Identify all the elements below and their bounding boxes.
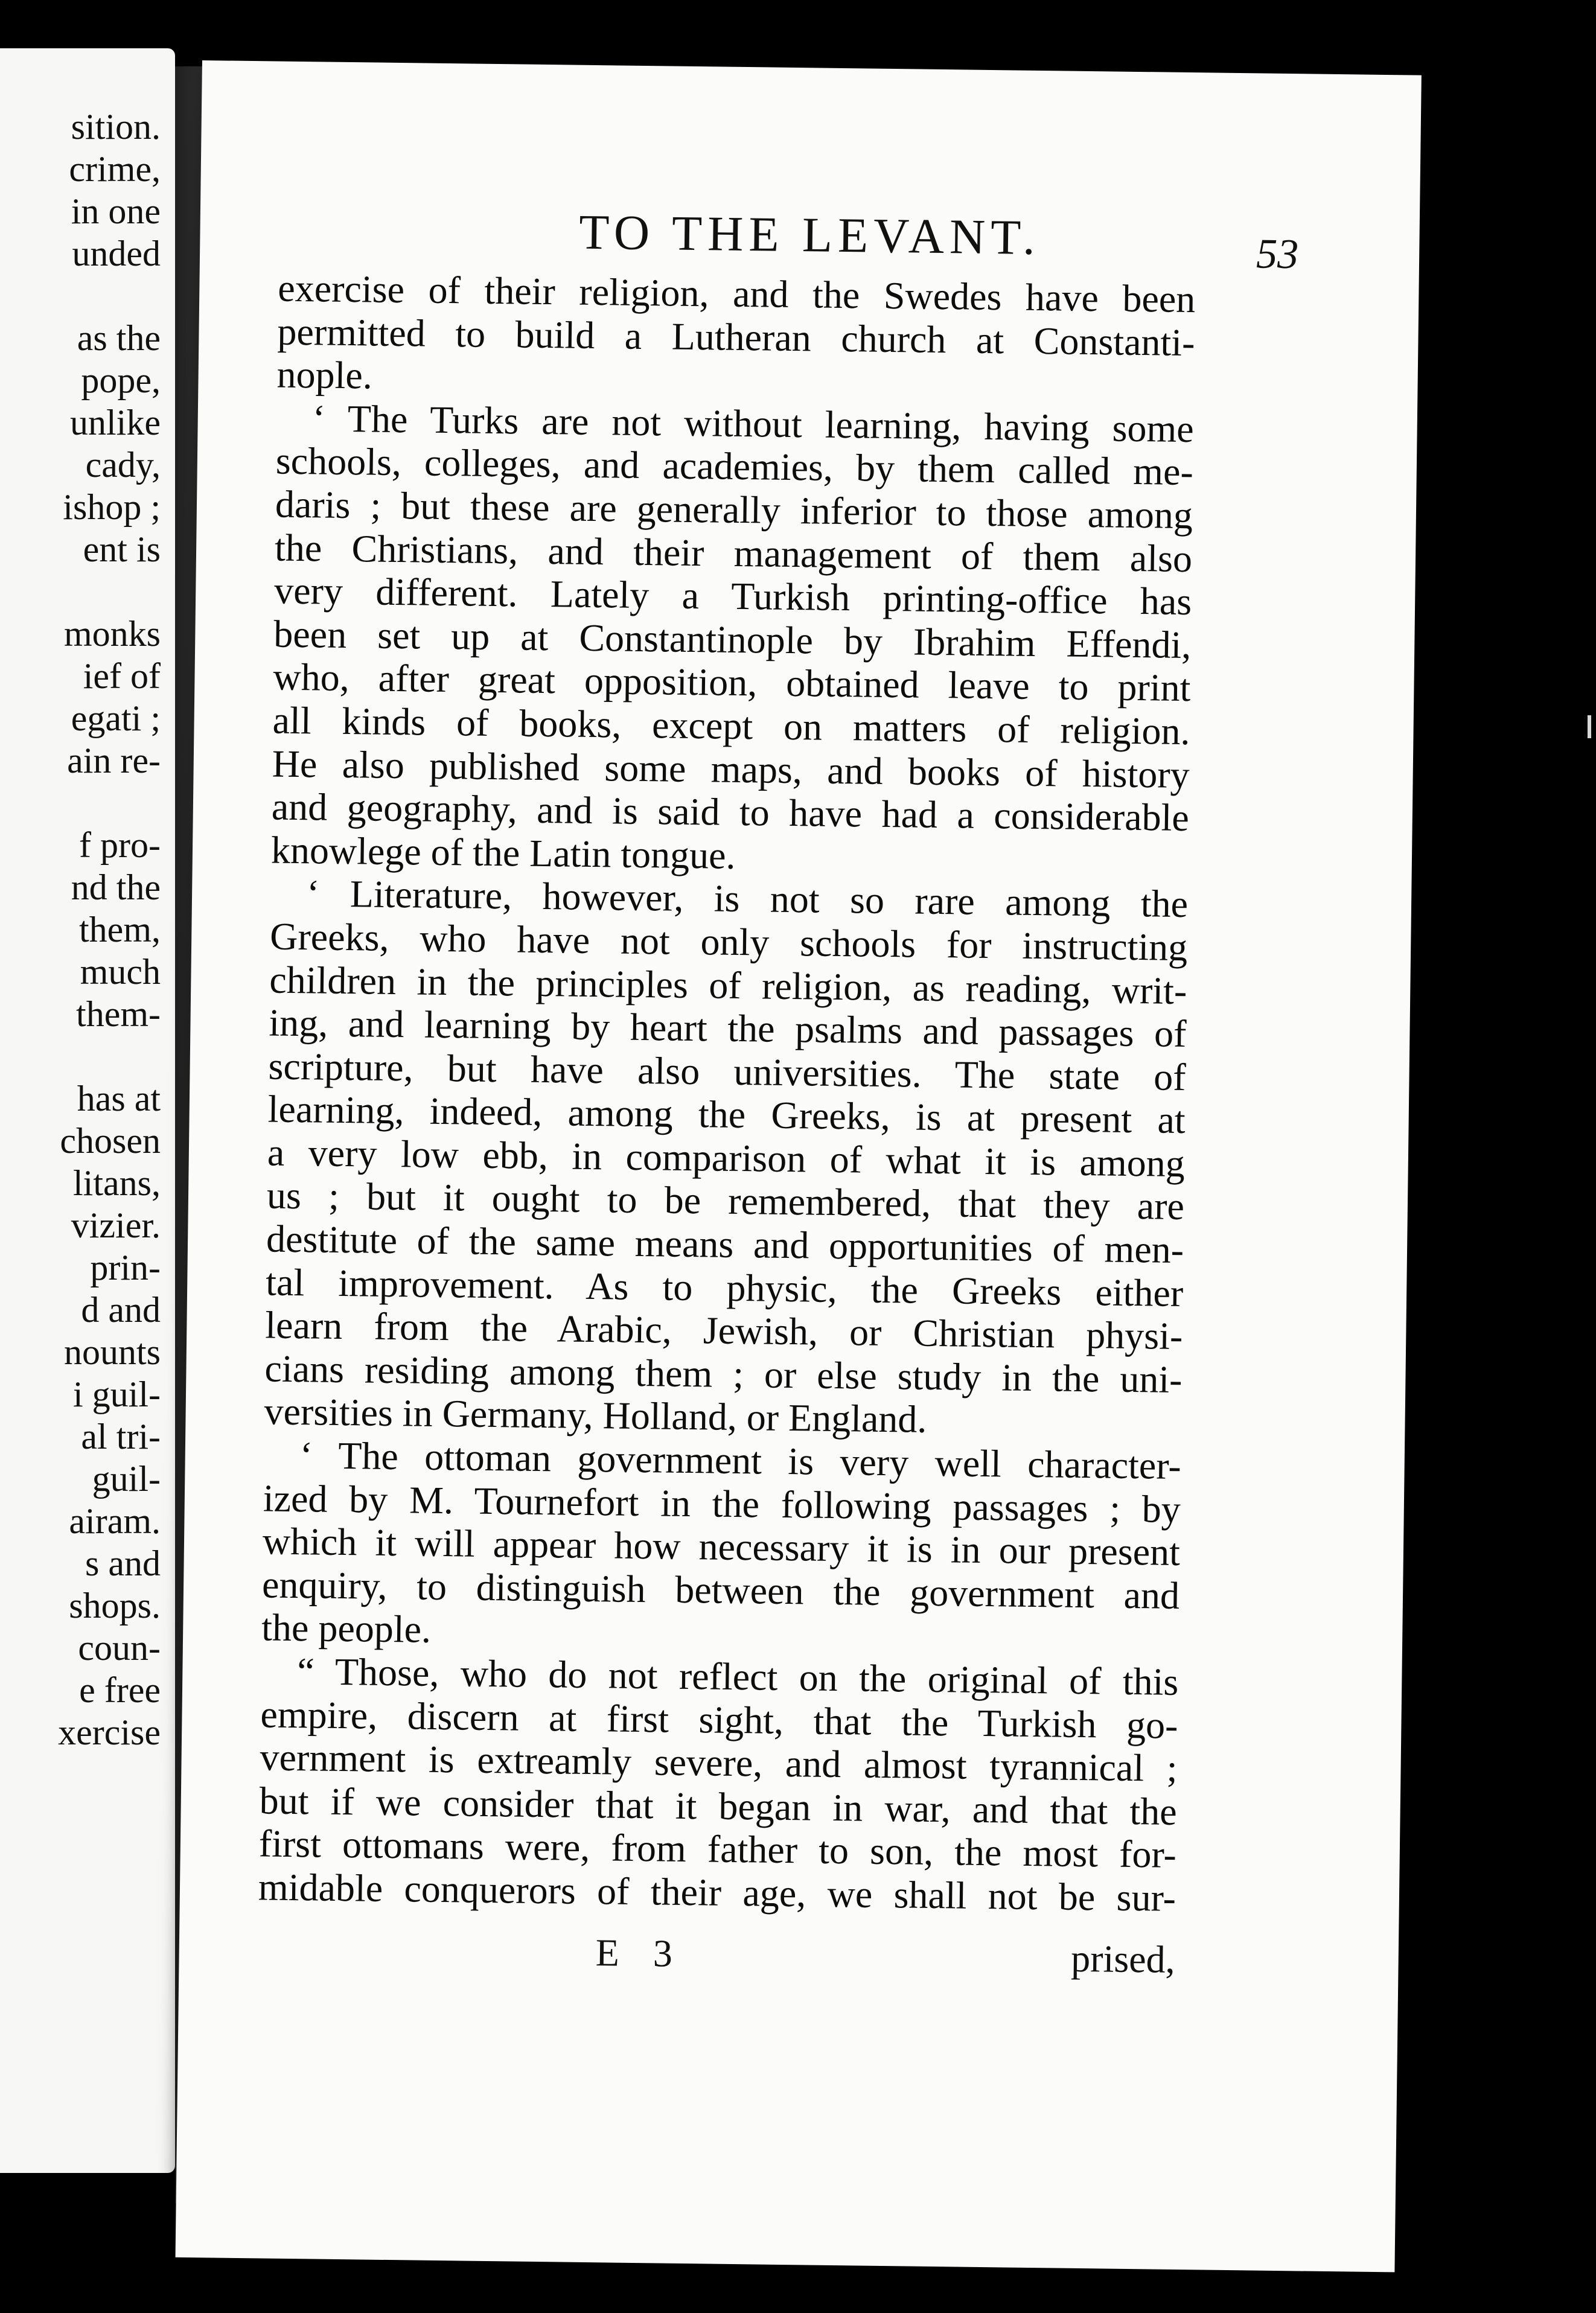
left-page-fragment: i guil- [73,1374,161,1414]
text-line: versities in Germany, Holland, or England. [264,1389,927,1441]
page-edge-mark [1588,715,1591,738]
left-page-fragment: coun- [78,1628,161,1668]
book-page [176,60,1422,2272]
text-line: He also published some maps, and books of history [272,742,1190,796]
text-line: destitute of the same means and opportunities of men- [266,1217,1184,1272]
left-page-fragment: unded [72,234,161,273]
left-page-fragment: much [80,952,161,992]
left-page-fragment: s and [85,1543,161,1583]
page-footer [257,1926,1175,1986]
left-page-fragment: al tri- [81,1417,161,1456]
left-page-fragment: cady, [85,445,161,485]
text-line: tal improvement. As to physic, the Greeks either [265,1260,1184,1315]
text-line: very different. Lately a Turkish printing-office has [273,569,1192,624]
text-line: who, after great opposition, obtained leave to print [273,655,1191,710]
left-page-fragment: vizier. [71,1205,161,1245]
text-line: “ Those, who do not reflect on the original of this [296,1650,1179,1703]
left-page-fragment: f pro- [79,825,161,865]
left-page-fragment: monks [63,614,161,654]
running-head: TO THE LEVANT. [578,204,1041,265]
text-line: ‘ The ottoman government is very well character- [299,1434,1182,1488]
left-page-fragment: as the [77,318,161,358]
text-line: ‘ The Turks are not without learning, having some [312,397,1195,450]
left-page-fragment: airam. [69,1501,161,1541]
text-line: ing, and learning by heart the psalms and passages of [269,1001,1187,1056]
text-line: schools, colleges, and academies, by them called me- [275,439,1194,494]
left-page-fragment: ief of [83,656,161,696]
left-page-fragment: ishop ; [63,487,161,527]
left-page-fragment: them, [79,910,161,949]
text-line: first ottomans were, from father to son, the most for- [258,1822,1177,1877]
page-number: 53 [1256,231,1299,278]
text-line: the people. [261,1606,432,1651]
text-line: knowlege of the Latin tongue. [270,828,736,877]
text-line: empire, discern at first sight, that the Turkish go- [260,1692,1178,1747]
text-line: ized by M. Tournefort in the following passages ; by [263,1476,1181,1531]
left-page-fragment: shops. [69,1586,161,1625]
text-line: which it will appear how necessary it is in our present [262,1519,1181,1574]
text-line: a very low ebb, in comparison of what it is among [267,1131,1186,1185]
text-line: permitted to build a Lutheran church at Constanti- [277,310,1195,364]
left-page-fragment: d and [81,1290,161,1330]
left-page-fragment: egati ; [71,698,161,738]
text-line: scripture, but have also universities. The state of [268,1044,1186,1099]
left-page-fragment: ain re- [67,741,161,780]
left-facing-page [0,48,175,2173]
left-page-fragment: e free [79,1670,161,1710]
left-page-fragment: pope, [81,360,161,400]
left-page-fragment: xercise [58,1712,161,1752]
text-line: learning, indeed, among the Greeks, is at present at [267,1087,1186,1142]
left-page-fragment: nounts [63,1332,161,1372]
text-line: midable conquerors of their age, we shall not be sur- [258,1865,1176,1919]
left-page-fragment: prin- [90,1248,161,1287]
text-line: the Christians, and their management of them also [274,526,1193,580]
text-line: ‘ Literature, however, is not so rare among the [306,872,1189,926]
left-page-fragment: unlike [70,403,161,442]
text-line: exercise of their religion, and the Swedes have been [277,266,1196,321]
text-line: enquiry, to distinguish between the government and [261,1563,1180,1617]
left-page-fragment: litans, [73,1163,161,1203]
text-line: us ; but it ought to be remembered, that they are [266,1173,1185,1228]
left-page-fragment: them- [76,994,161,1034]
left-page-fragment: in one [71,191,161,231]
text-line: learn from the Arabic, Jewish, or Christian physi- [264,1303,1183,1358]
text-line: children in the principles of religion, as reading, writ- [269,957,1187,1012]
text-line: all kinds of books, except on matters of religion. [272,698,1190,753]
text-line: Greeks, who have not only schools for instructing [269,914,1188,969]
left-page-fragment: ent is [83,529,161,569]
left-page-fragment: nd the [71,867,161,907]
left-page-fragment: has at [77,1079,161,1118]
body-text [258,267,1196,1920]
text-line: nople. [276,353,373,397]
catchword: prised, [1070,1936,1176,1981]
text-line: vernment is extreamly severe, and almost tyrannical ; [260,1735,1178,1790]
left-page-fragment: sition. [71,107,161,147]
left-page-fragment: crime, [69,149,161,189]
text-line: been set up at Constantinople by Ibrahim Effendi, [273,612,1192,666]
signature-mark: E 3 [595,1931,685,1975]
left-page-fragment: chosen [60,1121,161,1161]
left-page-fragment: guil- [92,1459,161,1499]
text-line: and geography, and is said to have had a considerable [271,785,1190,840]
text-line: daris ; but these are generally inferior to those among [275,482,1193,537]
text-line: cians residing among them ; or else study in the uni- [264,1347,1183,1401]
text-line: but if we consider that it began in war, and that the [259,1779,1178,1833]
